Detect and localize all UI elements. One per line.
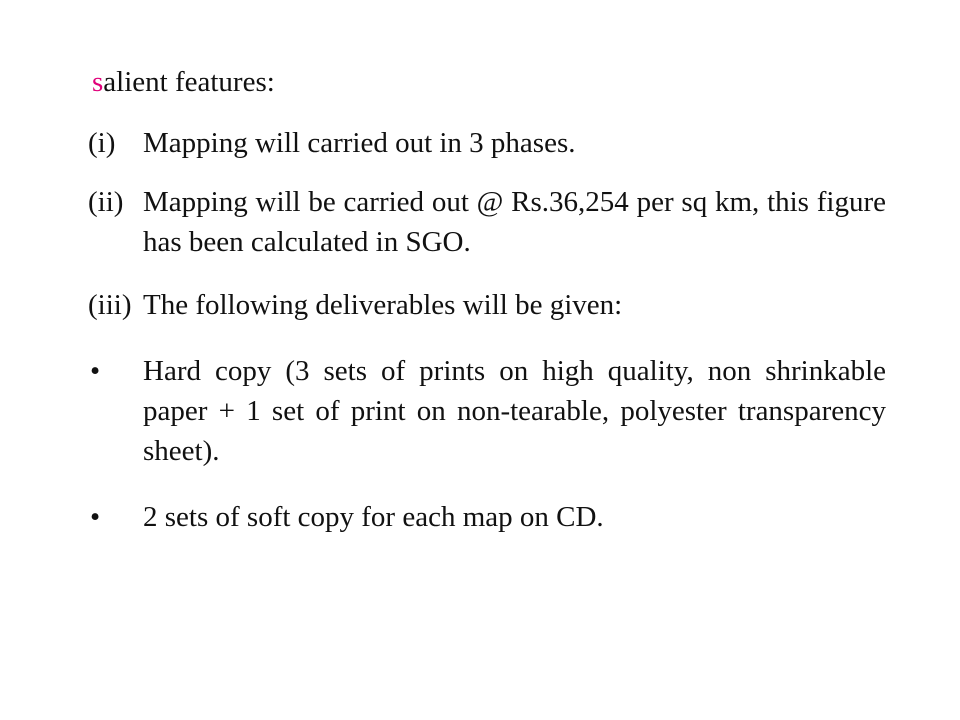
bullet-item-hard-copy: [88, 351, 886, 471]
list-item-text: The following deliverables will be given:: [143, 289, 623, 321]
bullet-marker: •: [90, 501, 101, 533]
heading-rest: alient features:: [103, 66, 275, 98]
list-marker: (i): [88, 127, 116, 159]
list-item-text: Mapping will carried out in 3 phases.: [143, 127, 576, 159]
heading-first-letter: s: [92, 66, 104, 98]
list-item-text: Mapping will be carried out @ Rs.36,254 per sq km, this figure has been calculated in SGO.: [143, 186, 886, 258]
list-marker: (iii): [88, 289, 132, 321]
list-item-ii: [88, 182, 886, 262]
list-item-text: 2 sets of soft copy for each map on CD.: [143, 501, 604, 533]
slide-heading: [92, 64, 275, 100]
bullet-marker: •: [90, 355, 101, 387]
list-item-iii: [88, 285, 886, 325]
list-marker: (ii): [88, 186, 124, 218]
bullet-item-soft-copy: [88, 497, 886, 537]
list-item-i: [88, 123, 886, 163]
list-item-text: Hard copy (3 sets of prints on high quality, non shrinkable paper + 1 set of print on non-tearable, polyester transparency sheet).: [143, 355, 886, 467]
